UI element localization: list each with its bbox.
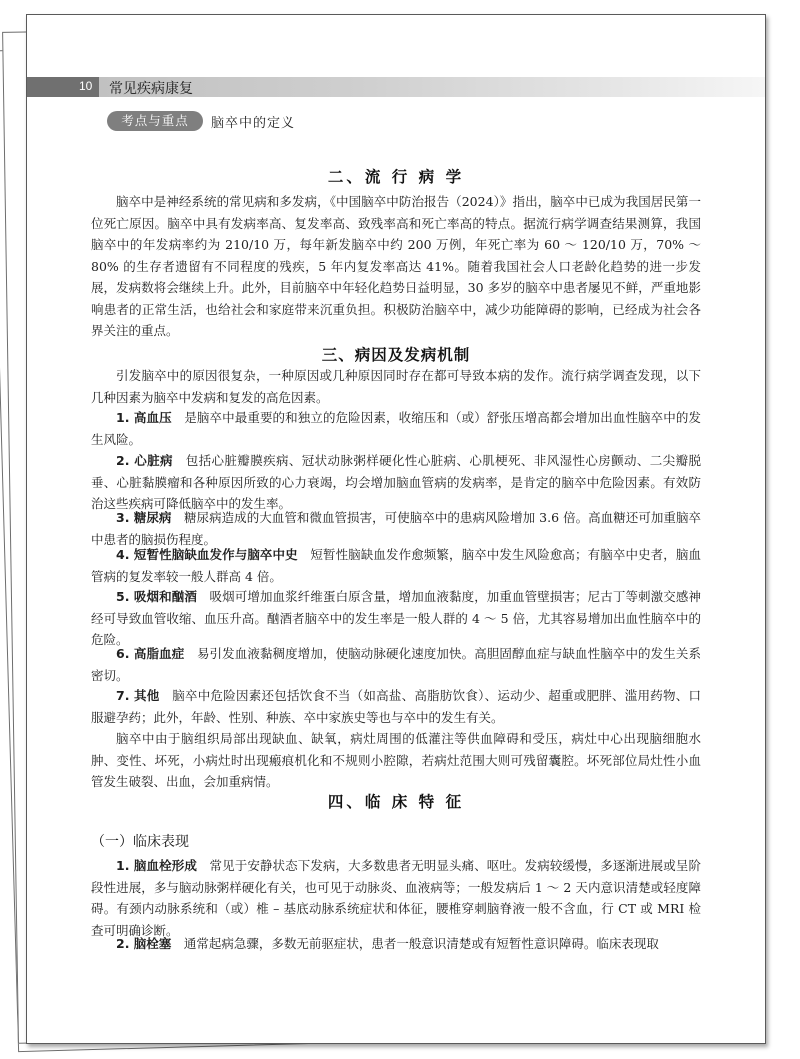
book-page [26, 14, 766, 1044]
risk-factor-term: 6. 高脂血症 [116, 646, 185, 661]
key-point-badge: 考点与重点 [107, 111, 203, 131]
clinical-item-embolism [91, 933, 701, 955]
page-number: 10 [79, 79, 93, 93]
clinical-item-term: 2. 脑栓塞 [116, 936, 172, 951]
running-header [27, 77, 765, 97]
risk-factor-term: 4. 短暂性脑缺血发作与脑卒中史 [116, 547, 298, 562]
risk-factor-term: 1. 高血压 [116, 410, 172, 425]
risk-factor-term: 3. 糖尿病 [116, 510, 172, 525]
book-title: 常见疾病康复 [109, 81, 193, 97]
pathology-paragraph: 脑卒中由于脑组织局部出现缺血、缺氧，病灶周围的低灌注等供血障碍和受压，病灶中心出现脑细胞水肿、变性、坏死，小病灶时出现瘢痕机化和不规则小腔隙，若病灶范围大则可残留囊腔。坏死部位局灶性小血管发生破裂、出血，会加重病情。 [91, 731, 701, 789]
subsection-heading-manifestations: （一）临床表现 [91, 834, 189, 850]
key-point-text: 脑卒中的定义 [211, 116, 296, 131]
risk-factor-text: 包括心脏瓣膜疾病、冠状动脉粥样硬化性心脏病、心肌梗死、非风湿性心房颤动、二尖瓣脱垂、心脏黏膜瘤和各种原因所致的心力衰竭，均会增加脑血管病的发病率，是肯定的脑卒中危险因素。有效防治这些疾病可降低脑卒中的发生率。 [91, 453, 701, 511]
risk-factor-term: 7. 其他 [116, 688, 160, 703]
risk-factor-text: 是脑卒中最重要的和独立的危险因素，收缩压和（或）舒张压增高都会增加出血性脑卒中的发生风险。 [91, 410, 701, 447]
clinical-item-term: 1. 脑血栓形成 [116, 858, 197, 873]
risk-factor-hypertension [91, 407, 701, 450]
clinical-item-thrombosis [91, 855, 701, 941]
risk-factor-text: 短暂性脑缺血发作愈频繁，脑卒中发生风险愈高；有脑卒中史者，脑血管病的复发率较一般人群高 4 倍。 [91, 547, 701, 584]
risk-factor-heart-disease [91, 450, 701, 515]
etiology-intro: 引发脑卒中的原因很复杂，一种原因或几种原因同时存在都可导致本病的发作。流行病学调查发现，以下几种因素为脑卒中发病和复发的高危因素。 [91, 368, 701, 405]
risk-factor-term: 5. 吸烟和酗酒 [116, 589, 197, 604]
risk-factor-text: 脑卒中危险因素还包括饮食不当（如高盐、高脂肪饮食）、运动少、超重或肥胖、滥用药物、口服避孕药；此外，年龄、性别、种族、卒中家族史等也与卒中的发生有关。 [91, 688, 701, 725]
risk-factor-text: 吸烟可增加血浆纤维蛋白原含量，增加血液黏度，加重血管壁损害；尼古丁等刺激交感神经可导致血管收缩、血压升高。酗酒者脑卒中的发生率是一般人群的 4 ～ 5 倍，尤其容易增加出血性脑卒中的危险。 [91, 589, 701, 647]
clinical-item-text: 常见于安静状态下发病，大多数患者无明显头痛、呕吐。发病较缓慢，多逐渐进展或呈阶段性进展，多与脑动脉粥样硬化有关，也可见于动脉炎、血液病等；一般发病后 1 ～ 2 天内意识清楚或轻度障碍。有颈内动脉系统和（或）椎 – 基底动脉系统症状和体征，腰椎穿刺脑脊液一般不含血，行 CT 或 MRI 检查可明确诊断。 [91, 858, 701, 938]
risk-factor-other [91, 685, 701, 728]
section-heading-epidemiology: 二、流 行 病 学 [327, 168, 465, 186]
clinical-item-text: 通常起病急骤，多数无前驱症状，患者一般意识清楚或有短暂性意识障碍。临床表现取 [183, 936, 659, 951]
risk-factor-term: 2. 心脏病 [116, 453, 173, 468]
section-heading-etiology: 三、病因及发病机制 [321, 346, 471, 364]
risk-factor-smoking-drinking [91, 586, 701, 651]
epidemiology-paragraph: 脑卒中是神经系统的常见病和多发病，《中国脑卒中防治报告（2024）》指出，脑卒中已成为我国居民第一位死亡原因。脑卒中具有发病率高、复发率高、致残率高和死亡率高的特点。据流行病学调查结果测算，我国脑卒中的年发病率约为 210/10 万，每年新发脑卒中约 200 万例，年死亡率为 60 ～ 120/10 万，70% ～ 80% 的生存者遗留有不同程度的残疾，5 年内复发率高达 41%。随着我国社会人口老龄化趋势的进一步发展，发病数将会继续上升。此外，目前脑卒中年轻化趋势日益明显，30 多岁的脑卒中患者屡见不鲜，严重地影响患者的正常生活，也给社会和家庭带来沉重负担。积极防治脑卒中，减少功能障碍的影响，已经成为社会各界关注的重点。 [91, 194, 701, 338]
section-heading-clinical: 四、临 床 特 征 [327, 793, 465, 811]
risk-factor-hyperlipidemia [91, 643, 701, 686]
risk-factor-text: 易引发血液黏稠度增加，使脑动脉硬化速度加快。高胆固醇血症与缺血性脑卒中的发生关系密切。 [91, 646, 701, 683]
risk-factor-text: 糖尿病造成的大血管和微血管损害，可使脑卒中的患病风险增加 3.6 倍。高血糖还可加重脑卒中患者的脑损伤程度。 [91, 510, 701, 547]
risk-factor-tia [91, 544, 701, 587]
